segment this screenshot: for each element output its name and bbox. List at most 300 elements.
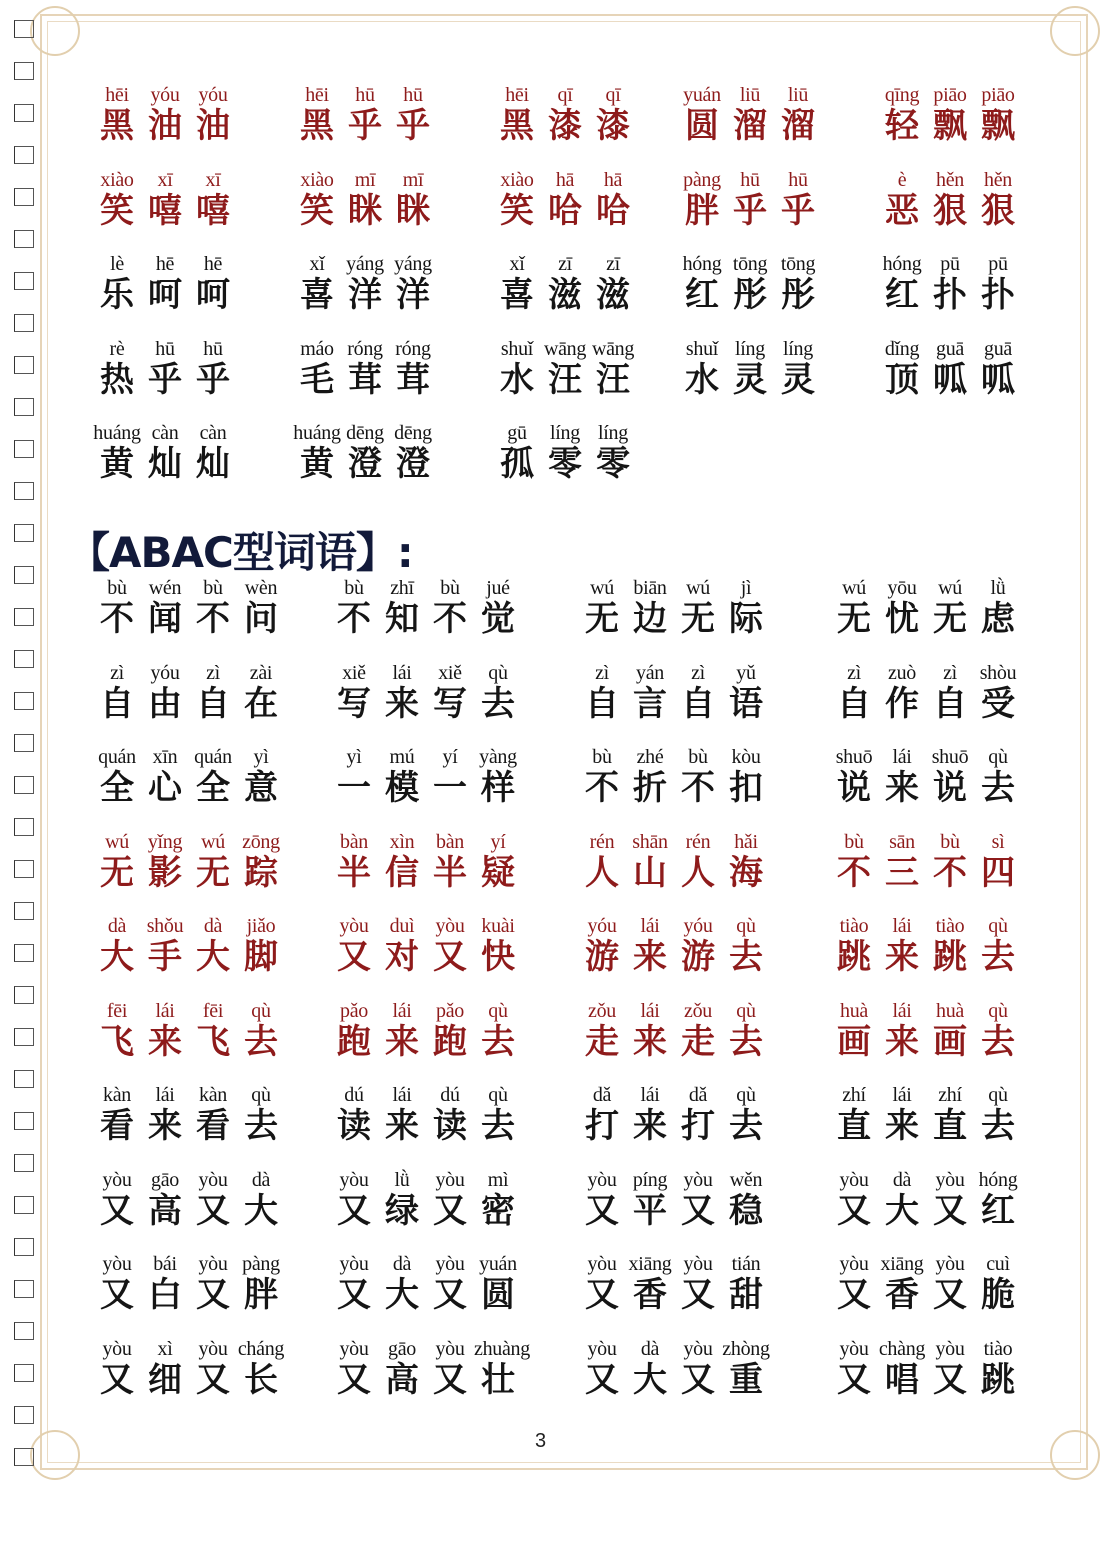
hanzi-word: 笑眯眯 xyxy=(300,190,444,231)
pinyin: yòu xyxy=(102,1337,132,1360)
word-entry xyxy=(330,577,529,639)
decorative-border xyxy=(40,14,1088,1470)
pinyin-row xyxy=(578,662,777,684)
word-entry xyxy=(293,422,444,484)
pinyin: hū xyxy=(740,168,760,191)
spiral-ring xyxy=(14,188,34,206)
pinyin: wāng xyxy=(543,337,587,360)
word-entry xyxy=(493,422,644,484)
pinyin: hū xyxy=(203,337,223,360)
word-entry xyxy=(678,253,829,315)
hanzi-word: 无影无踪 xyxy=(100,852,292,893)
word-entry xyxy=(93,1253,292,1315)
pinyin-row xyxy=(830,1169,1029,1191)
pinyin-row xyxy=(93,1338,292,1360)
pinyin: xìn xyxy=(389,830,415,853)
pinyin-row xyxy=(878,338,1029,360)
word-entry xyxy=(293,84,444,146)
hanzi-word: 一模一样 xyxy=(337,768,529,808)
pinyin: rè xyxy=(109,337,125,360)
pinyin: hóng xyxy=(682,253,722,275)
pinyin: kuài xyxy=(481,915,515,937)
pinyin: yuán xyxy=(683,84,721,106)
pinyin: qù xyxy=(488,999,508,1022)
pinyin: yōu xyxy=(887,577,917,599)
pinyin-row xyxy=(830,1084,1029,1106)
pinyin-row xyxy=(93,1000,292,1022)
spiral-ring xyxy=(14,1196,34,1214)
pinyin: bù xyxy=(107,577,127,599)
pinyin: bù xyxy=(940,830,960,853)
corner-ornament xyxy=(30,1430,80,1480)
pinyin: dú xyxy=(440,1084,460,1106)
pinyin: gāo xyxy=(151,1168,179,1191)
word-entry xyxy=(93,1169,292,1231)
pinyin: biān xyxy=(633,577,667,599)
pinyin-row xyxy=(493,84,644,106)
pinyin-row xyxy=(93,422,244,444)
hanzi-word: 又大又红 xyxy=(837,1190,1029,1231)
pinyin: yí xyxy=(442,746,458,768)
pinyin-row xyxy=(878,169,1029,191)
pinyin: dà xyxy=(640,1337,660,1360)
pinyin: zhī xyxy=(390,577,414,599)
spiral-ring xyxy=(14,1154,34,1172)
pinyin: zì xyxy=(691,661,705,684)
spiral-ring xyxy=(14,1112,34,1130)
word-entry xyxy=(93,577,292,639)
pinyin: qīng xyxy=(884,84,920,106)
pinyin: dǎ xyxy=(592,1084,612,1106)
pinyin: dà xyxy=(392,1253,412,1275)
word-entry xyxy=(678,338,829,400)
pinyin-row xyxy=(493,422,644,444)
pinyin: huà xyxy=(840,999,868,1022)
pinyin-row xyxy=(93,253,244,275)
pinyin: hēi xyxy=(505,84,529,106)
pinyin: qù xyxy=(988,915,1008,937)
pinyin: kàn xyxy=(103,1084,131,1106)
spiral-ring xyxy=(14,20,34,38)
pinyin-row xyxy=(293,422,444,444)
hanzi-word: 又大又圆 xyxy=(337,1275,529,1315)
pinyin: yòu xyxy=(435,1168,465,1191)
pinyin: yáng xyxy=(394,253,432,275)
spiral-ring xyxy=(14,1322,34,1340)
hanzi-word: 又香又脆 xyxy=(837,1275,1029,1315)
spiral-ring xyxy=(14,1364,34,1382)
spiral-ring xyxy=(14,1070,34,1088)
pinyin: fēi xyxy=(202,999,224,1022)
word-entry xyxy=(578,1338,777,1400)
word-entry xyxy=(330,915,529,977)
pinyin: líng xyxy=(783,337,813,360)
pinyin: xiāng xyxy=(628,1253,672,1275)
hanzi-word: 恶狠狠 xyxy=(885,190,1029,231)
word-entry xyxy=(493,169,644,231)
pinyin: yòu xyxy=(102,1253,132,1275)
pinyin: hē xyxy=(203,253,223,275)
word-entry xyxy=(93,915,292,977)
pinyin-row xyxy=(330,915,529,937)
pinyin-row xyxy=(293,169,444,191)
pinyin: bù xyxy=(203,577,223,599)
pinyin: lè xyxy=(110,253,124,275)
pinyin: yóu xyxy=(150,84,180,106)
pinyin: qù xyxy=(488,1084,508,1106)
pinyin: lái xyxy=(892,999,912,1022)
pinyin: xiě xyxy=(342,661,366,684)
pinyin: lái xyxy=(640,999,660,1022)
pinyin: hěn xyxy=(936,168,964,191)
word-entry xyxy=(578,1253,777,1315)
word-entry xyxy=(578,1169,777,1231)
hanzi-word: 跑来跑去 xyxy=(337,1021,529,1062)
spiral-ring xyxy=(14,608,34,626)
hanzi-word: 红扑扑 xyxy=(885,275,1029,315)
pinyin: rén xyxy=(685,830,711,853)
hanzi-word: 黑漆漆 xyxy=(500,106,644,146)
pinyin: qù xyxy=(251,999,271,1022)
pinyin: hěn xyxy=(984,168,1012,191)
pinyin: lái xyxy=(640,1084,660,1106)
word-entry xyxy=(330,662,529,724)
word-entry xyxy=(330,1253,529,1315)
spiral-ring xyxy=(14,398,34,416)
hanzi-word: 无忧无虑 xyxy=(837,599,1029,639)
word-entry xyxy=(678,169,829,231)
pinyin: lái xyxy=(155,1084,175,1106)
pinyin: hū xyxy=(788,168,808,191)
word-entry xyxy=(830,746,1029,808)
spiral-ring xyxy=(14,314,34,332)
spiral-ring xyxy=(14,230,34,248)
spiral-ring xyxy=(14,356,34,374)
pinyin: yàng xyxy=(479,746,517,768)
pinyin: lái xyxy=(892,746,912,768)
word-entry xyxy=(493,253,644,315)
pinyin-row xyxy=(330,662,529,684)
pinyin: guā xyxy=(984,337,1012,360)
hanzi-word: 轻飘飘 xyxy=(885,106,1029,146)
spiral-ring xyxy=(14,1448,34,1466)
word-entry xyxy=(330,831,529,893)
pinyin: yóu xyxy=(150,661,180,684)
pinyin: lái xyxy=(392,661,412,684)
pinyin: shǒu xyxy=(146,915,184,937)
pinyin: yòu xyxy=(683,1337,713,1360)
pinyin: yòu xyxy=(339,1337,369,1360)
pinyin: quán xyxy=(98,746,136,768)
pinyin: zì xyxy=(206,661,220,684)
corner-ornament xyxy=(30,6,80,56)
pinyin-row xyxy=(578,1253,777,1275)
spiral-ring xyxy=(14,1280,34,1298)
hanzi-word: 无边无际 xyxy=(585,599,777,639)
hanzi-word: 又高又大 xyxy=(100,1190,292,1231)
pinyin-row xyxy=(830,662,1029,684)
word-entry xyxy=(830,1338,1029,1400)
spiral-ring xyxy=(14,62,34,80)
pinyin: hā xyxy=(555,168,575,191)
hanzi-word: 半信半疑 xyxy=(337,852,529,893)
pinyin-row xyxy=(93,1169,292,1191)
pinyin: liū xyxy=(787,84,809,106)
pinyin: xiào xyxy=(100,168,134,191)
pinyin-row xyxy=(93,169,244,191)
pinyin: huáng xyxy=(93,422,141,444)
pinyin: hǎi xyxy=(734,830,758,853)
word-entry xyxy=(93,422,244,484)
pinyin: pū xyxy=(988,253,1008,275)
pinyin: líng xyxy=(550,422,580,444)
pinyin-row xyxy=(330,577,529,599)
pinyin: yǔ xyxy=(736,661,756,684)
pinyin: xīn xyxy=(152,746,178,768)
pinyin: lái xyxy=(392,1084,412,1106)
hanzi-word: 又细又长 xyxy=(100,1359,292,1400)
word-entry xyxy=(830,577,1029,639)
pinyin: yóu xyxy=(587,915,617,937)
pinyin: gū xyxy=(507,422,527,444)
pinyin: zì xyxy=(595,661,609,684)
pinyin: kòu xyxy=(731,746,761,768)
pinyin: yòu xyxy=(587,1253,617,1275)
pinyin-row xyxy=(830,746,1029,768)
hanzi-word: 又白又胖 xyxy=(100,1275,292,1315)
pinyin: hū xyxy=(155,337,175,360)
pinyin: jiǎo xyxy=(246,915,276,937)
pinyin: shuō xyxy=(931,746,969,768)
pinyin: yòu xyxy=(339,915,369,937)
pinyin: tián xyxy=(731,1253,761,1275)
word-entry xyxy=(293,253,444,315)
spiral-ring xyxy=(14,440,34,458)
pinyin-row xyxy=(93,577,292,599)
pinyin: quán xyxy=(194,746,232,768)
pinyin: xiào xyxy=(300,168,334,191)
pinyin: wèn xyxy=(244,577,278,599)
pinyin: liū xyxy=(739,84,761,106)
pinyin: hēi xyxy=(305,84,329,106)
hanzi-word: 喜滋滋 xyxy=(500,275,644,315)
pinyin: wāng xyxy=(591,337,635,360)
pinyin: rén xyxy=(589,830,615,853)
word-entry xyxy=(330,1084,529,1146)
hanzi-word: 读来读去 xyxy=(337,1106,529,1146)
pinyin-row xyxy=(93,915,292,937)
pinyin: yòu xyxy=(839,1253,869,1275)
word-entry xyxy=(830,831,1029,893)
pinyin: kàn xyxy=(199,1084,227,1106)
pinyin-row xyxy=(493,169,644,191)
pinyin-row xyxy=(330,831,529,853)
pinyin-row xyxy=(678,169,829,191)
pinyin: cháng xyxy=(237,1337,285,1360)
word-entry xyxy=(830,1169,1029,1231)
word-entry xyxy=(93,831,292,893)
pinyin: zī xyxy=(558,253,572,275)
word-entry xyxy=(93,1084,292,1146)
word-entry xyxy=(293,169,444,231)
pinyin: qù xyxy=(736,915,756,937)
pinyin: tōng xyxy=(732,253,768,275)
pinyin-row xyxy=(93,84,244,106)
hanzi-word: 自作自受 xyxy=(837,683,1029,724)
pinyin: bàn xyxy=(340,830,368,853)
pinyin: lǜ xyxy=(394,1168,410,1191)
pinyin: zài xyxy=(249,661,273,684)
pinyin: yòu xyxy=(435,915,465,937)
pinyin-row xyxy=(830,831,1029,853)
page-number: 3 xyxy=(535,1430,547,1452)
pinyin-row xyxy=(330,746,529,768)
pinyin-row xyxy=(93,338,244,360)
pinyin: yán xyxy=(636,661,664,684)
word-entry xyxy=(93,253,244,315)
spiral-ring xyxy=(14,104,34,122)
pinyin: xiě xyxy=(438,661,462,684)
pinyin: hēi xyxy=(105,84,129,106)
hanzi-word: 直来直去 xyxy=(837,1106,1029,1146)
pinyin: chàng xyxy=(878,1337,926,1360)
pinyin: yòu xyxy=(935,1253,965,1275)
word-entry xyxy=(878,169,1029,231)
pinyin: wěn xyxy=(729,1168,763,1191)
pinyin: shuǐ xyxy=(500,337,534,360)
word-entry xyxy=(878,253,1029,315)
pinyin: zī xyxy=(606,253,620,275)
hanzi-word: 打来打去 xyxy=(585,1106,777,1146)
pinyin: pàng xyxy=(242,1253,280,1275)
pinyin-row xyxy=(293,338,444,360)
pinyin: dǎ xyxy=(688,1084,708,1106)
pinyin: huáng xyxy=(293,422,341,444)
spiral-ring xyxy=(14,986,34,1004)
hanzi-word: 看来看去 xyxy=(100,1106,292,1146)
pinyin: guā xyxy=(936,337,964,360)
pinyin-row xyxy=(678,338,829,360)
pinyin: qù xyxy=(251,1084,271,1106)
pinyin: lái xyxy=(892,1084,912,1106)
word-entry xyxy=(93,746,292,808)
word-entry xyxy=(878,84,1029,146)
hanzi-word: 黄澄澄 xyxy=(300,444,444,484)
pinyin: hóng xyxy=(978,1168,1018,1191)
pinyin: wú xyxy=(842,577,866,599)
pinyin: tiào xyxy=(935,915,965,937)
pinyin-row xyxy=(578,1000,777,1022)
word-entry xyxy=(578,1084,777,1146)
pinyin: zǒu xyxy=(684,999,712,1022)
hanzi-word: 又香又甜 xyxy=(585,1275,777,1315)
pinyin: lái xyxy=(640,915,660,937)
pinyin: xī xyxy=(157,168,173,191)
pinyin: qī xyxy=(557,84,573,106)
hanzi-word: 全心全意 xyxy=(100,768,292,808)
pinyin-row xyxy=(330,1169,529,1191)
hanzi-word: 自由自在 xyxy=(100,683,292,724)
pinyin: yóu xyxy=(198,84,228,106)
pinyin: yí xyxy=(490,830,506,853)
hanzi-word: 孤零零 xyxy=(500,444,644,484)
spiral-ring xyxy=(14,944,34,962)
spiral-ring xyxy=(14,1406,34,1424)
pinyin-row xyxy=(578,1169,777,1191)
pinyin-row xyxy=(578,577,777,599)
pinyin: bái xyxy=(153,1253,177,1275)
pinyin: mī xyxy=(354,168,376,191)
pinyin: mì xyxy=(487,1168,509,1191)
pinyin-row xyxy=(330,1338,529,1360)
word-entry xyxy=(93,169,244,231)
pinyin: zì xyxy=(110,661,124,684)
pinyin: yòu xyxy=(683,1168,713,1191)
hanzi-word: 不折不扣 xyxy=(585,768,777,808)
hanzi-word: 又高又壮 xyxy=(337,1359,529,1400)
pinyin: sì xyxy=(991,830,1005,853)
word-entry xyxy=(830,1000,1029,1062)
pinyin: fēi xyxy=(106,999,128,1022)
pinyin: xiào xyxy=(500,168,534,191)
pinyin: dú xyxy=(344,1084,364,1106)
pinyin: bù xyxy=(688,746,708,768)
pinyin-row xyxy=(830,1000,1029,1022)
word-entry xyxy=(578,1000,777,1062)
word-entry xyxy=(578,662,777,724)
spiral-ring xyxy=(14,818,34,836)
pinyin: qù xyxy=(988,999,1008,1022)
hanzi-word: 笑哈哈 xyxy=(500,190,644,231)
hanzi-word: 水灵灵 xyxy=(685,359,829,400)
pinyin: xì xyxy=(157,1337,173,1360)
pinyin-row xyxy=(330,1000,529,1022)
pinyin: huà xyxy=(936,999,964,1022)
word-entry xyxy=(830,1253,1029,1315)
pinyin-row xyxy=(830,915,1029,937)
pinyin-row xyxy=(293,253,444,275)
hanzi-word: 红彤彤 xyxy=(685,275,829,315)
hanzi-word: 不闻不问 xyxy=(100,599,292,639)
word-entry xyxy=(878,338,1029,400)
spiral-ring xyxy=(14,860,34,878)
pinyin: jì xyxy=(740,577,752,599)
pinyin: dà xyxy=(203,915,223,937)
pinyin: pǎo xyxy=(436,999,464,1022)
pinyin: dà xyxy=(251,1168,271,1191)
pinyin: bù xyxy=(344,577,364,599)
hanzi-word: 笑嘻嘻 xyxy=(100,190,244,231)
pinyin: yǐng xyxy=(147,830,183,853)
hanzi-word: 黄灿灿 xyxy=(100,444,244,484)
corner-ornament xyxy=(1050,6,1100,56)
pinyin: yòu xyxy=(839,1168,869,1191)
spiral-ring xyxy=(14,1028,34,1046)
pinyin-row xyxy=(330,1253,529,1275)
pinyin: mī xyxy=(402,168,424,191)
pinyin: xǐ xyxy=(309,253,325,275)
pinyin: bù xyxy=(592,746,612,768)
hanzi-word: 水汪汪 xyxy=(500,359,644,400)
pinyin: shuǐ xyxy=(685,337,719,360)
spiral-ring xyxy=(14,776,34,794)
pinyin: wén xyxy=(148,577,182,599)
pinyin: zì xyxy=(847,661,861,684)
pinyin: pǎo xyxy=(340,999,368,1022)
pinyin: zōng xyxy=(242,830,280,853)
pinyin: yòu xyxy=(198,1168,228,1191)
pinyin-row xyxy=(93,1084,292,1106)
